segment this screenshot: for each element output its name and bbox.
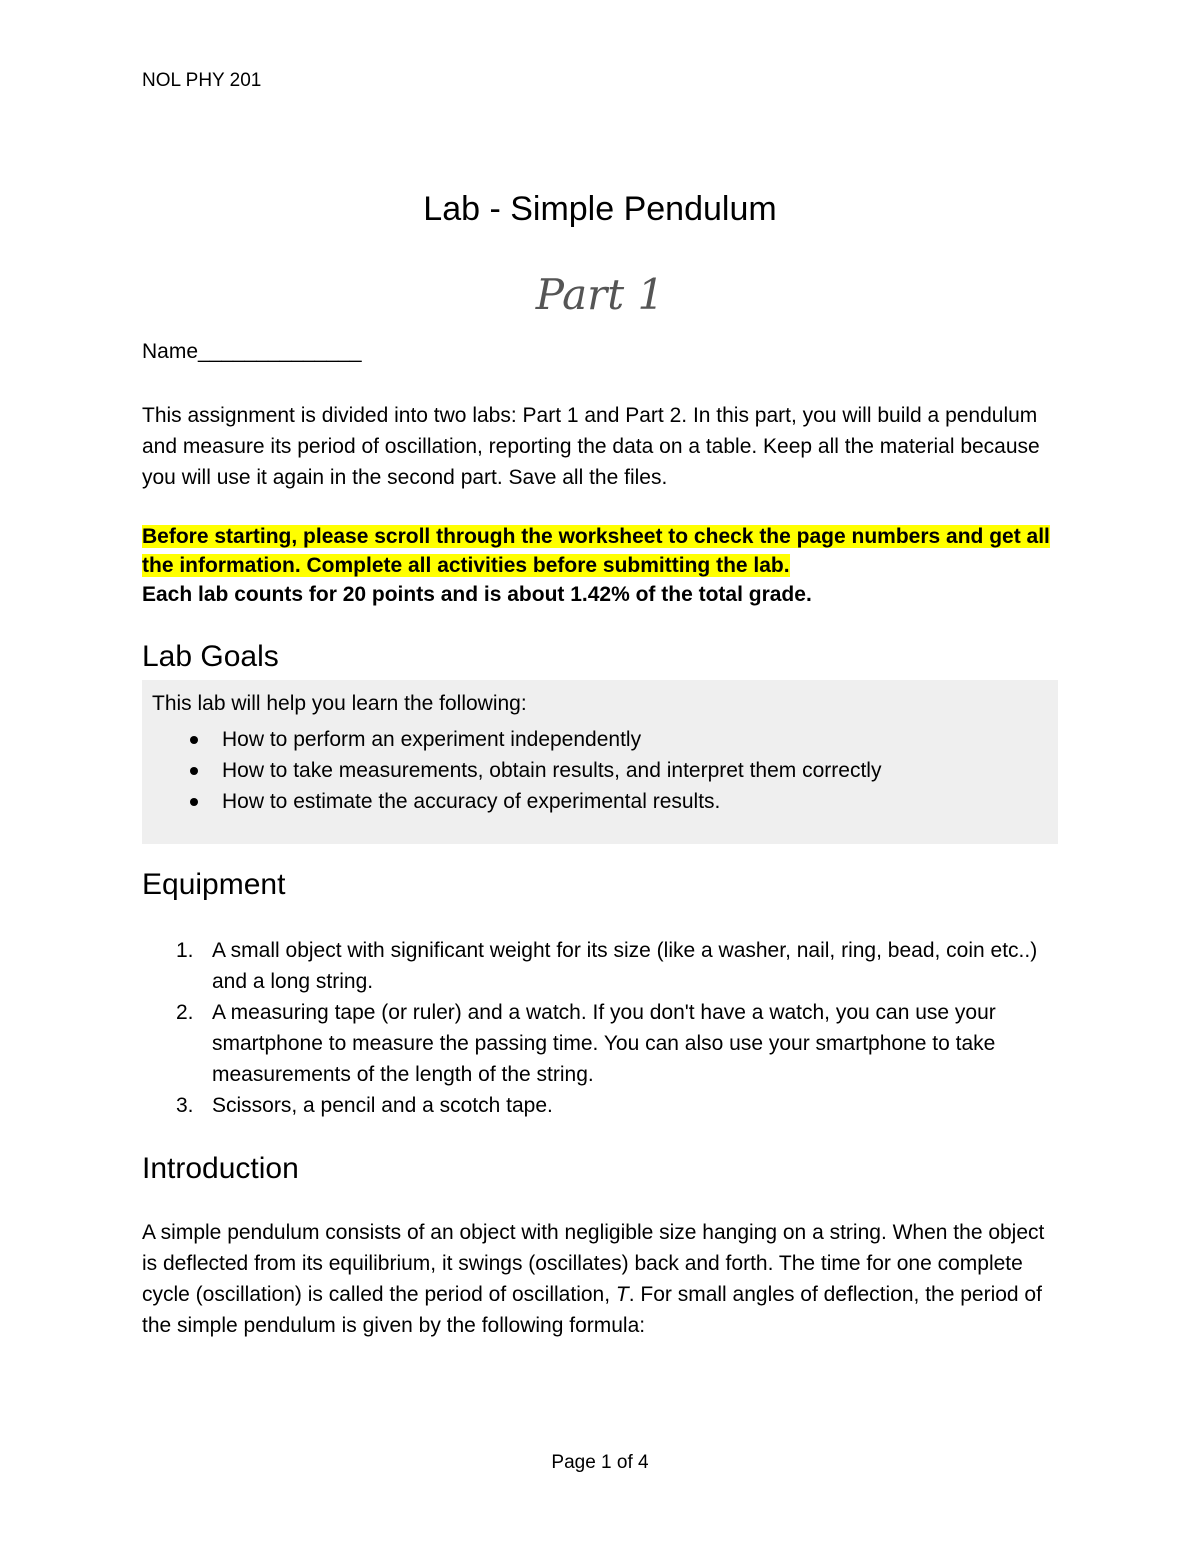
list-item: 1. A small object with significant weight for its size (like a washer, nail, ring, bead, coin etc..) and a long string. <box>176 939 1038 993</box>
lab-goals-box <box>142 680 1058 844</box>
goals-list <box>182 724 881 817</box>
page-title: Lab - Simple Pendulum <box>423 190 777 228</box>
introduction-heading: Introduction <box>142 1152 299 1185</box>
grading-note: Each lab counts for 20 points and is about 1.42% of the total grade. <box>142 583 812 606</box>
list-item: How to perform an experiment independently <box>182 724 881 755</box>
name-field-line: Name______________ <box>142 340 362 363</box>
lab-goals-heading: Lab Goals <box>142 640 279 673</box>
bullet-icon <box>190 736 198 744</box>
notice-block <box>142 522 1062 609</box>
list-item: How to take measurements, obtain results, and interpret them correctly <box>182 755 881 786</box>
part-label: Part 1 <box>535 270 665 319</box>
course-header: NOL PHY 201 <box>142 70 262 91</box>
equipment-heading: Equipment <box>142 868 286 901</box>
list-item: 3. Scissors, a pencil and a scotch tape. <box>176 1094 553 1117</box>
list-item: How to estimate the accuracy of experimental results. <box>182 786 881 817</box>
bullet-icon <box>190 767 198 775</box>
goals-intro: This lab will help you learn the following: <box>152 692 527 715</box>
equipment-list <box>142 935 1062 1121</box>
period-symbol: T <box>615 1283 629 1306</box>
page-number: Page 1 of 4 <box>551 1452 649 1473</box>
highlighted-notice: Before starting, please scroll through the worksheet to check the page numbers and get all the information. Complete all activities before submitting the lab. <box>142 525 1050 577</box>
intro-paragraph: This assignment is divided into two labs: Part 1 and Part 2. In this part, you will build a pendulum and measure its period of oscillation, reporting the data on a table. Keep all the material because you will use it again in the second part. Save all the files. <box>142 404 1040 489</box>
introduction-paragraph: A simple pendulum consists of an object with negligible size hanging on a string. When the object is deflected from its equilibrium, it swings (oscillates) back and forth. The time for one complete cycle (oscillation) is called the period of oscillation, T. For small angles of deflection, the period of the simple pendulum is given by the following formula: <box>142 1221 1045 1337</box>
bullet-icon <box>190 798 198 806</box>
list-item: 2. A measuring tape (or ruler) and a watch. If you don't have a watch, you can use your smartphone to measure the passing time. You can also use your smartphone to take measurements of the length of the string. <box>176 1001 996 1086</box>
